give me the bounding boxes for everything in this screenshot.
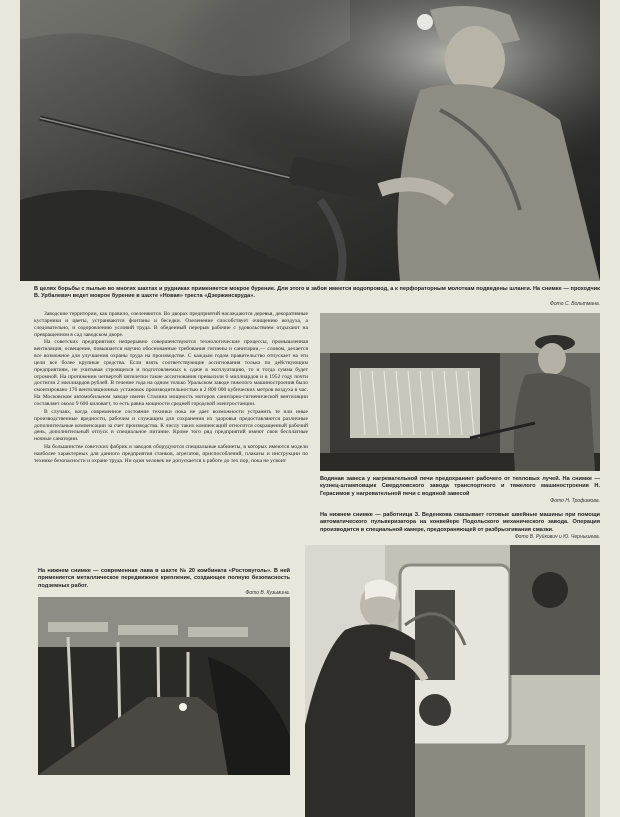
sewing-machine-image	[305, 545, 600, 817]
sewing-photo-caption	[320, 512, 600, 541]
body-paragraph: На советских предприятиях непрерывно совершенствуются технологические процессы, промышленная вентиляция, освещение, повышается научно обоснованные требования гигиены и санитарии,— словом, делается все возможное для улучшения охраны труда на производстве. С каждым годом правительство отпускает на эти цели все более крупные средства. Если взять соответствующие ассигнования только по действующим предприятиям, не учитывая строящихся и подготовляемых к сдаче в эксплуатацию, то и тогда сумма будет огромной. На протяжении четвертой пятилетки такие ассигнования превысили 6 миллиардов и в 1952 году почти достигли 2 миллиардов рублей. В течение года на одном только Уральском заводе тяжелого машиностроения было смонтировано 176 вентиляционных установок производительностью в 2 800 000 кубических метров воздуха в час. На Московском автомобильном заводе имени Сталина мощность моторов санитарно-гигиенической вентиляции составляет около 9 600 киловатт, то есть равна мощности средней городской электростанции.	[34, 339, 308, 407]
miner-drilling-photo	[20, 0, 600, 281]
top-caption-text: В целях борьбы с пылью во многих шахтах и рудниках применяется мокрое бурение. Для этого в забоя имеется водопровод, а к перфораторным молоткам подведены шланги. На снимке — проходчик В. Урбалевич ведет мокрое бурение в шахте «Новая» треста «Дзержинскруда».	[34, 286, 600, 300]
furnace-caption-text: Водяная завеса у нагревательной печи предохраняет рабочего от тепловых лучей. На снимке — кузнец-штамповщик Свердловского завода транспортного и тяжелого машиностроения Н. Герасимов у нагревательной печи с водяной завесой	[320, 476, 600, 497]
body-paragraph: В случаях, когда современное состояние техники пока не дает возможности устранить те или иные производственные вредности, рабочим и служащим для сохранения их здоровья предоставляются различные дополнительные компенсации за счет производства. К числу таких компенсаций относится сокращенный рабочий день, дополнительный отпуск и специальное питание. Кроме того ряд предприятий имеют свои бесплатные ночные санатории.	[34, 408, 308, 443]
sewing-caption-credit: Фото В. Руйкович и Ю. Чернышева.	[514, 534, 600, 541]
mine-tunnel-image	[38, 597, 290, 775]
sewing-caption-text: На нижнем снимке — работница З. Веденкова смазывает готовые швейные машины при помощи автоматического пульверизатора на конвейере Подольского механического завода. Операция производится в специальной камере, предохраняющей от разбрызгивания смазки.	[320, 512, 600, 533]
mine-caption-text: На нижнем снимке — современная лава в шахте № 20 комбината «Ростовуголь». В ней применяется металлическое передвижное крепление, создающее полную безопасность подземных работ.	[38, 568, 290, 589]
mine-caption-credit: Фото В. Кузьмина.	[245, 590, 290, 597]
miner-drilling-image	[20, 0, 600, 281]
furnace-photo	[320, 313, 600, 471]
body-paragraph: Заводские территории, как правило, озеленяются. Во дворах предприятий насаждаются деревья, декоративные кустарники и цветы, устраиваются фонтаны и беседки. Озеленение способствует очищению воздуха, а следовательно, и оздоровлению условий труда. В обеденный перерыв рабочие с удовольствием отдыхают на превращенном в сад заводском дворе.	[34, 311, 308, 338]
furnace-image	[320, 313, 600, 471]
furnace-caption-credit: Фото Н. Трофимова.	[550, 498, 600, 505]
top-photo-caption	[34, 286, 600, 307]
body-paragraph: На большинстве советских фабрик и заводов оборудуются специальные кабинеты, в которых имеются модели наиболее характерных для данного предприятия станков, агрегатов, приспособлений, плакаты и инструкции по технике безопасности и охране труда. Ни один человек не допускается к работе до тех пор, пока не усвоит	[34, 444, 308, 464]
sewing-machine-photo	[305, 545, 600, 817]
mine-photo-caption	[38, 568, 290, 597]
top-caption-credit: Фото С. Вольтмана.	[549, 300, 600, 307]
mine-tunnel-photo	[38, 597, 290, 775]
article-body	[34, 311, 308, 543]
furnace-photo-caption	[320, 476, 600, 505]
